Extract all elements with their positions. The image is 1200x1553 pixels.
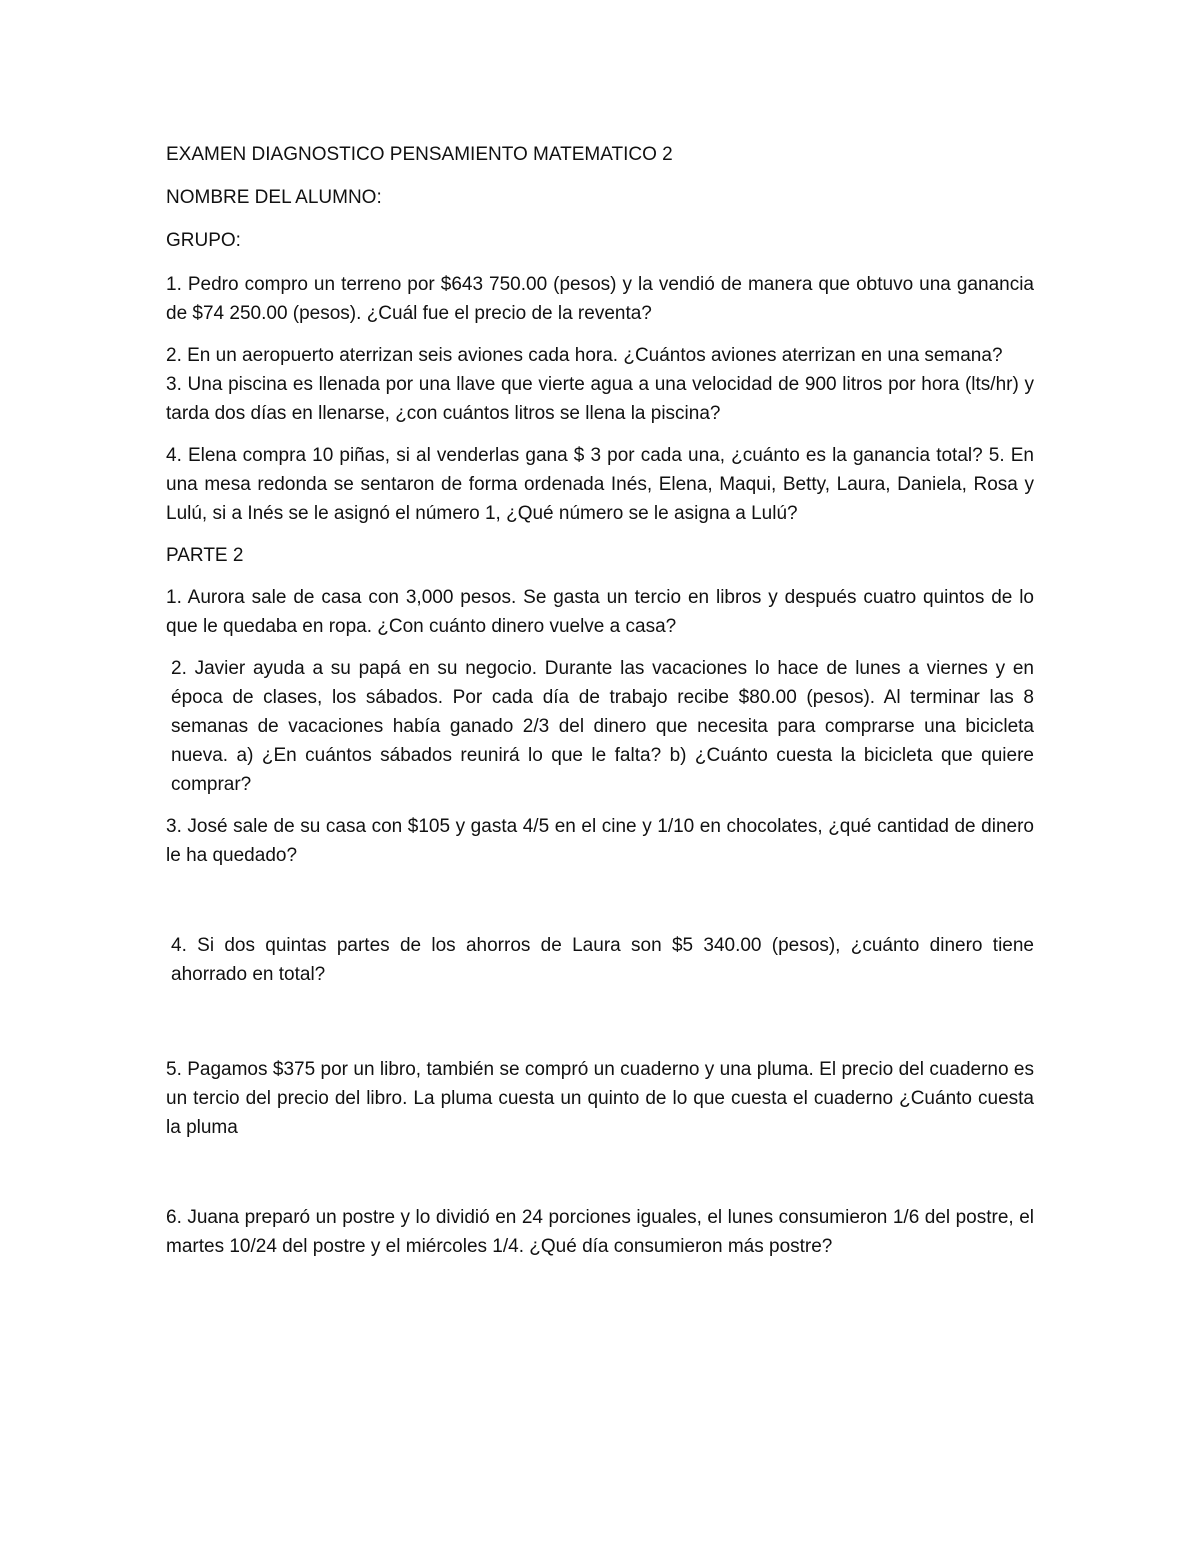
group-label: GRUPO: bbox=[166, 230, 241, 251]
part2-question-5: 5. Pagamos $375 por un libro, también se compró un cuaderno y una pluma. El precio del cuaderno es un tercio del precio del libro. La pluma cuesta un quinto de lo que cuesta el cuaderno ¿Cuánto cuesta la pluma bbox=[166, 1059, 1034, 1138]
student-name-label: NOMBRE DEL ALUMNO: bbox=[166, 187, 382, 208]
part1-question-2: 2. En un aeropuerto aterrizan seis aviones cada hora. ¿Cuántos aviones aterrizan en una semana? bbox=[166, 345, 1003, 366]
part2-question-4: 4. Si dos quintas partes de los ahorros de Laura son $5 340.00 (pesos), ¿cuánto dinero tiene ahorrado en total? bbox=[171, 935, 1034, 985]
part1-question-3: 3. Una piscina es llenada por una llave que vierte agua a una velocidad de 900 litros por hora (lts/hr) y tarda dos días en llenarse, ¿con cuántos litros se llena la piscina? bbox=[166, 374, 1034, 424]
part2-question-3: 3. José sale de su casa con $105 y gasta 4/5 en el cine y 1/10 en chocolates, ¿qué cantidad de dinero le ha quedado? bbox=[166, 816, 1034, 866]
part2-heading: PARTE 2 bbox=[166, 545, 244, 566]
exam-page bbox=[166, 140, 1034, 1261]
part1-question-4-5: 4. Elena compra 10 piñas, si al venderlas gana $ 3 por cada una, ¿cuánto es la ganancia total? 5. En una mesa redonda se sentaron de forma ordenada Inés, Elena, Maqui, Betty, Laura, Daniela, Rosa y Lulú, si a Inés se le asignó el número 1, ¿Qué número se le asigna a Lulú? bbox=[166, 445, 1034, 524]
part1-question-1: 1. Pedro compro un terreno por $643 750.00 (pesos) y la vendió de manera que obtuvo una ganancia de $74 250.00 (pesos). ¿Cuál fue el precio de la reventa? bbox=[166, 274, 1034, 324]
part2-question-1: 1. Aurora sale de casa con 3,000 pesos. Se gasta un tercio en libros y después cuatro quintos de lo que le quedaba en ropa. ¿Con cuánto dinero vuelve a casa? bbox=[166, 587, 1034, 637]
part2-question-2: 2. Javier ayuda a su papá en su negocio. Durante las vacaciones lo hace de lunes a viernes y en época de clases, los sábados. Por cada día de trabajo recibe $80.00 (pesos). Al terminar las 8 semanas de vacaciones había ganado 2/3 del dinero que necesita para comprarse una bicicleta nueva. a) ¿En cuántos sábados reunirá lo que le falta? b) ¿Cuánto cuesta la bicicleta que quiere comprar? bbox=[171, 658, 1034, 795]
exam-title: EXAMEN DIAGNOSTICO PENSAMIENTO MATEMATICO 2 bbox=[166, 144, 673, 165]
part2-question-6: 6. Juana preparó un postre y lo dividió en 24 porciones iguales, el lunes consumieron 1/6 del postre, el martes 10/24 del postre y el miércoles 1/4. ¿Qué día consumieron más postre? bbox=[166, 1207, 1034, 1257]
